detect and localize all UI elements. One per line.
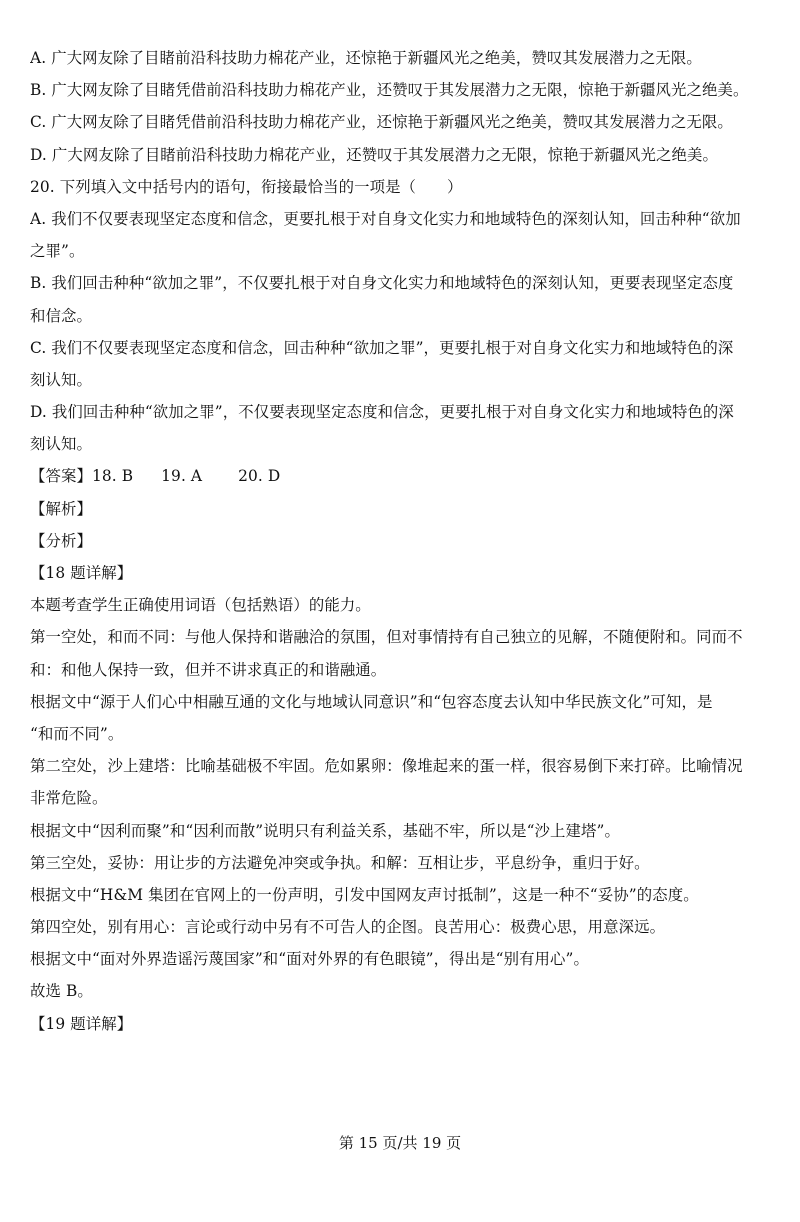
option-c-20-line1: C. 我们不仅要表现坚定态度和信念，回击种种“欲加之罪”，更要扎根于对自身文化实力和地域特色的深	[30, 338, 734, 357]
document-body	[30, 42, 775, 1040]
paragraph: 第二空处，沙上建塔：比喻基础极不牢固。危如累卵：像堆起来的蛋一样，很容易倒下来打碎。比喻情况	[30, 757, 743, 776]
paragraph: 本题考查学生正确使用词语（包括熟语）的能力。	[30, 596, 371, 615]
answer-20: 20. D	[238, 467, 281, 486]
question-20: 20. 下列填入文中括号内的语句，衔接最恰当的一项是（ ）	[30, 177, 463, 196]
option-c-20-line2: 刻认知。	[30, 370, 92, 389]
q18-detail-heading: 【18 题详解】	[30, 564, 133, 582]
option-b-19: B. 广大网友除了目睹凭借前沿科技助力棉花产业，还赞叹于其发展潜力之无限，惊艳于新疆风光之绝美。	[30, 81, 749, 100]
option-d-20-line2: 刻认知。	[30, 435, 92, 454]
paragraph: 非常危险。	[30, 789, 108, 808]
page-number: 第 15 页/共 19 页	[338, 1134, 462, 1152]
answer-line	[30, 460, 775, 492]
paragraph: 和：和他人保持一致，但并不讲求真正的和谐融通。	[30, 660, 387, 679]
paragraph: 第一空处，和而不同：与他人保持和谐融洽的氛围，但对事情持有自己独立的见解，不随便附和。同而不	[30, 628, 743, 647]
paragraph: 根据文中“因利而聚”和“因利而散”说明只有利益关系，基础不牢，所以是“沙上建塔”。	[30, 821, 620, 840]
paragraph: 第四空处，别有用心：言论或行动中另有不可告人的企图。良苦用心：极费心思，用意深远。	[30, 918, 666, 937]
paragraph: “和而不同”。	[30, 724, 124, 743]
answer-18: 【答案】18. B	[30, 467, 134, 486]
option-a-20-line2: 之罪”。	[30, 242, 85, 261]
option-d-20-line1: D. 我们回击种种“欲加之罪”，不仅要表现坚定态度和信念，更要扎根于对自身文化实力和地域特色的深	[30, 403, 734, 422]
analysis-heading: 【解析】	[30, 499, 92, 518]
paragraph: 第三空处，妥协：用让步的方法避免冲突或争执。和解：互相让步，平息纷争，重归于好。	[30, 853, 650, 872]
paragraph: 根据文中“H&M 集团在官网上的一份声明，引发中国网友声讨抵制”，这是一种不“妥协”的态度。	[30, 885, 699, 904]
paragraph: 根据文中“面对外界造谣污蔑国家”和“面对外界的有色眼镜”，得出是“别有用心”。	[30, 950, 589, 969]
option-c-19: C. 广大网友除了目睹凭借前沿科技助力棉花产业，还惊艳于新疆风光之绝美，赞叹其发展潜力之无限。	[30, 113, 733, 132]
q19-detail-heading: 【19 题详解】	[30, 1014, 133, 1033]
option-a-20-line1: A. 我们不仅要表现坚定态度和信念，更要扎根于对自身文化实力和地域特色的深刻认知，回击种种“欲加	[30, 209, 741, 228]
option-b-20-line2: 和信念。	[30, 306, 92, 325]
paragraph: 根据文中“源于人们心中相融互通的文化与地域认同意识”和“包容态度去认知中华民族文化”可知，是	[30, 692, 713, 711]
conclusion: 故选 B。	[30, 982, 93, 1001]
fenxi-heading: 【分析】	[30, 531, 92, 550]
option-d-19: D. 广大网友除了目睹前沿科技助力棉花产业，还赞叹于其发展潜力之无限，惊艳于新疆风光之绝美。	[30, 145, 718, 164]
answer-19: 19. A	[161, 467, 203, 486]
option-a-19: A. 广大网友除了目睹前沿科技助力棉花产业，还惊艳于新疆风光之绝美，赞叹其发展潜力之无限。	[30, 49, 702, 67]
option-b-20-line1: B. 我们回击种种“欲加之罪”，不仅要扎根于对自身文化实力和地域特色的深刻认知，更要表现坚定态度	[30, 274, 734, 293]
